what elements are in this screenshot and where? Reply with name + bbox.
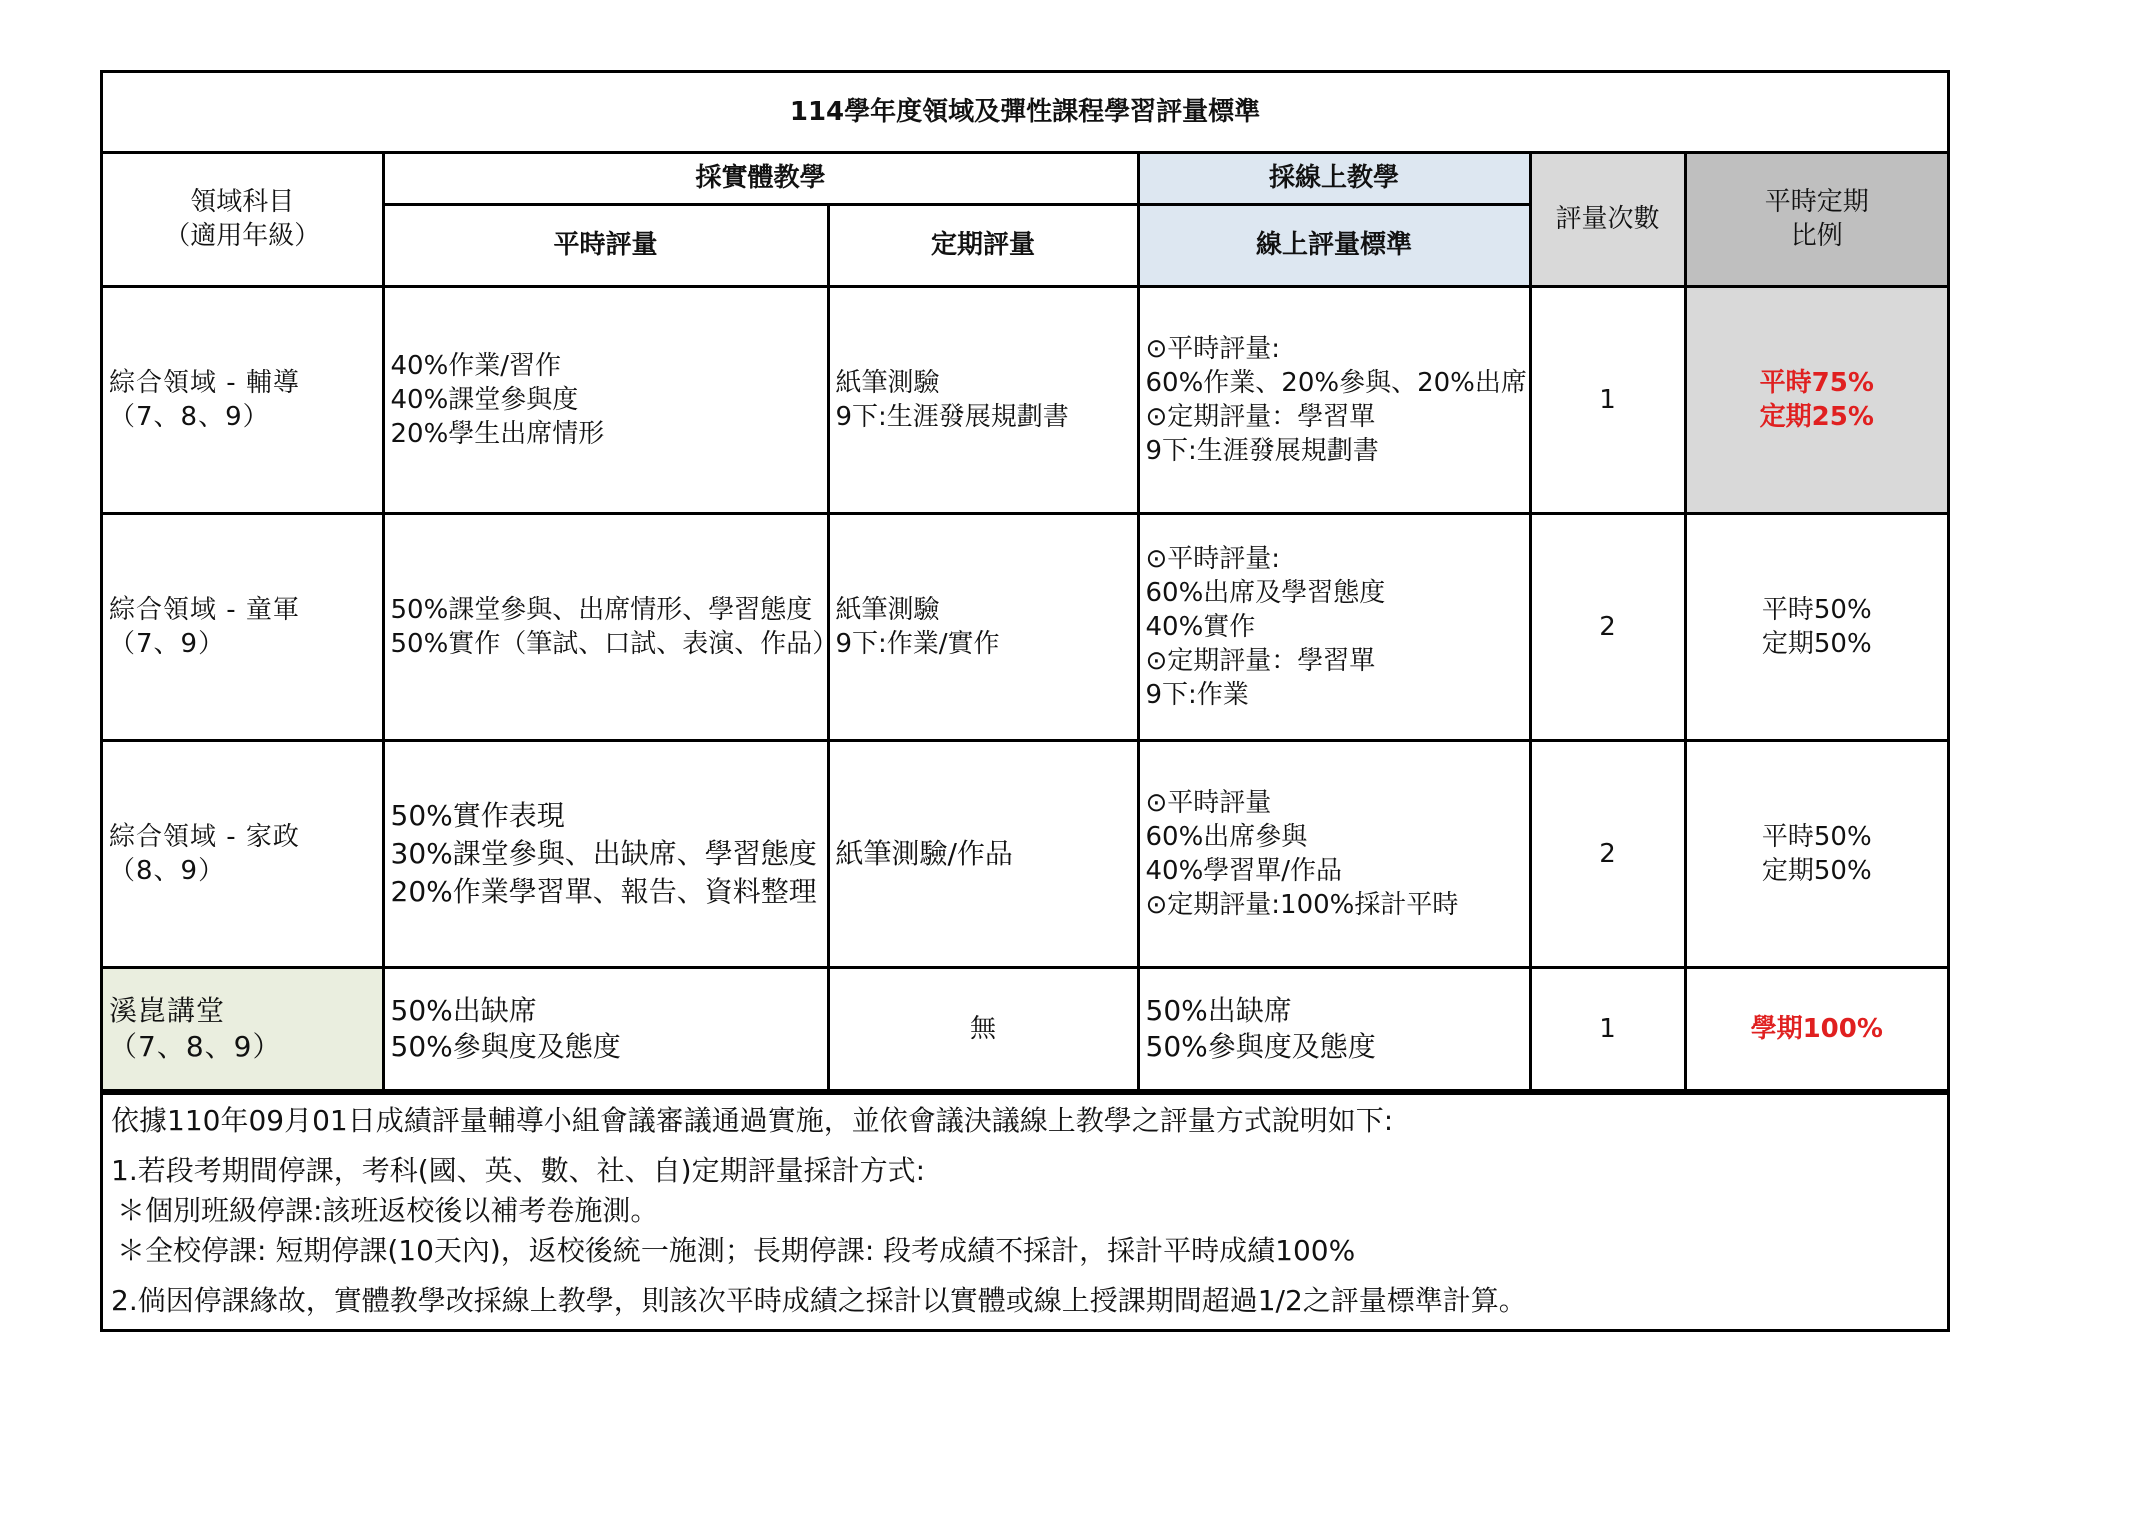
cell-line: ⊙定期評量:100%採計平時 (1145, 889, 1459, 920)
header-subject-label: 領域科目 (190, 187, 295, 217)
ratio-cell (1685, 967, 1947, 1090)
subject-grade: （7、8、9） (109, 401, 270, 432)
subject-cell (103, 967, 383, 1090)
ratio-cell (1685, 740, 1947, 967)
subject-name: 綜合領域 - 家政 (109, 821, 300, 852)
note-item-2: 2.倘因停課緣故，實體教學改採線上教學，則該次平時成績之採計以實體或線上授課期間超過1/2之評量標準計算。 (111, 1283, 1527, 1317)
ratio-line: 定期25% (1759, 401, 1874, 432)
ratio-line: 學期100% (1750, 1013, 1883, 1044)
header-regular-evaluation: 平時評量 (383, 204, 828, 286)
cell-line: 50%參與度及態度 (1145, 1029, 1376, 1063)
cell-line: 40%學習單/作品 (1145, 855, 1343, 886)
online-cell (1138, 286, 1530, 513)
cell-line: 50%參與度及態度 (390, 1029, 621, 1063)
periodic-cell (828, 286, 1138, 513)
ratio-cell (1685, 513, 1947, 740)
header-ratio-line2: 比例 (1790, 221, 1843, 251)
cell-line: 40%課堂參與度 (390, 384, 579, 415)
evaluation-standards-sheet (100, 70, 1950, 1332)
header-subject-grade: （適用年級） (164, 221, 321, 251)
cell-line: 9下:生涯發展規劃書 (1145, 435, 1379, 466)
header-periodic-evaluation: 定期評量 (828, 204, 1138, 286)
periodic-cell (828, 967, 1138, 1090)
subject-name: 溪崑講堂 (109, 993, 226, 1027)
cell-line: 60%作業、20%參與、20%出席 (1145, 367, 1527, 398)
cell-line: 9下:作業/實作 (835, 628, 1000, 659)
cell-line: 紙筆測驗/作品 (835, 836, 1013, 870)
ratio-line: 定期50% (1761, 855, 1872, 886)
cell-line: 50%實作表現 (390, 798, 565, 832)
cell-line: 60%出席及學習態度 (1145, 577, 1386, 608)
cell-line: ⊙平時評量 (1145, 787, 1272, 818)
cell-line: 60%出席參與 (1145, 821, 1308, 852)
online-cell (1138, 740, 1530, 967)
cell-line: 30%課堂參與、出缺席、學習態度 (390, 836, 817, 870)
cell-line: 9下:生涯發展規劃書 (835, 401, 1069, 432)
ratio-line: 平時50% (1761, 594, 1872, 625)
cell-line: 50%出缺席 (1145, 993, 1292, 1027)
count-cell: 1 (1530, 967, 1685, 1090)
cell-line: ⊙平時評量: (1145, 333, 1281, 364)
cell-line: ⊙定期評量：學習單 (1145, 401, 1376, 432)
regular-cell (383, 513, 839, 740)
cell-line: ⊙定期評量：學習單 (1145, 645, 1376, 676)
table-row (103, 513, 1947, 740)
subject-cell (103, 740, 383, 967)
ratio-cell (1685, 286, 1947, 513)
cell-line: 50%出缺席 (390, 993, 537, 1027)
periodic-cell (828, 740, 1138, 967)
subject-cell (103, 513, 383, 740)
subject-name: 綜合領域 - 童軍 (109, 594, 300, 625)
regular-cell (383, 286, 828, 513)
ratio-line: 平時75% (1759, 367, 1874, 398)
table-row (103, 286, 1947, 513)
ratio-line: 定期50% (1761, 628, 1872, 659)
cell-line: 40%實作 (1145, 611, 1256, 642)
cell-line: 50%課堂參與、出席情形、學習態度 (390, 594, 813, 625)
note-item-1: 1.若段考期間停課，考科(國、英、數、社、自)定期評量採計方式: (111, 1153, 925, 1187)
note-bullet: ＊個別班級停課:該班返校後以補考卷施測。 (117, 1193, 659, 1227)
subject-grade: （7、9） (109, 628, 226, 659)
cell-line: ⊙平時評量: (1145, 543, 1281, 574)
count-cell: 2 (1530, 513, 1685, 740)
cell-line: 20%作業學習單、報告、資料整理 (390, 874, 817, 908)
cell-line: 50%實作（筆試、口試、表演、作品） (390, 628, 839, 659)
page-title: 114學年度領域及彈性課程學習評量標準 (103, 73, 1947, 152)
notes-section (103, 1092, 1947, 1329)
header-online-teaching: 採線上教學 (1138, 152, 1530, 204)
header-subject (103, 152, 383, 286)
header-physical-teaching: 採實體教學 (383, 152, 1138, 204)
regular-cell (383, 967, 828, 1090)
evaluation-table (103, 73, 1947, 1092)
subject-grade: （7、8、9） (109, 1029, 282, 1063)
cell-line: 紙筆測驗 (835, 367, 940, 398)
header-ratio (1685, 152, 1947, 286)
count-cell: 2 (1530, 740, 1685, 967)
regular-cell (383, 740, 828, 967)
cell-line: 紙筆測驗 (835, 594, 940, 625)
table-row (103, 967, 1947, 1090)
note-bullet: ＊全校停課: 短期停課(10天內)，返校後統一施測；長期停課: 段考成績不採計，採計平時成績100% (117, 1233, 1356, 1267)
periodic-cell (828, 513, 1138, 740)
header-evaluation-count: 評量次數 (1530, 152, 1685, 286)
cell-line: 無 (969, 1013, 996, 1044)
table-row (103, 740, 1947, 967)
subject-cell (103, 286, 383, 513)
subject-name: 綜合領域 - 輔導 (109, 367, 300, 398)
count-cell: 1 (1530, 286, 1685, 513)
cell-line: 20%學生出席情形 (390, 418, 605, 449)
online-cell (1138, 967, 1530, 1090)
cell-line: 40%作業/習作 (390, 350, 562, 381)
note-intro: 依據110年09月01日成績評量輔導小組會議審議通過實施，並依會議決議線上教學之評量方式說明如下: (111, 1103, 1394, 1137)
cell-line: 9下:作業 (1145, 679, 1249, 710)
header-ratio-line1: 平時定期 (1764, 187, 1869, 217)
subject-grade: （8、9） (109, 855, 226, 886)
ratio-line: 平時50% (1761, 821, 1872, 852)
header-online-standard: 線上評量標準 (1138, 204, 1530, 286)
online-cell (1138, 513, 1530, 740)
